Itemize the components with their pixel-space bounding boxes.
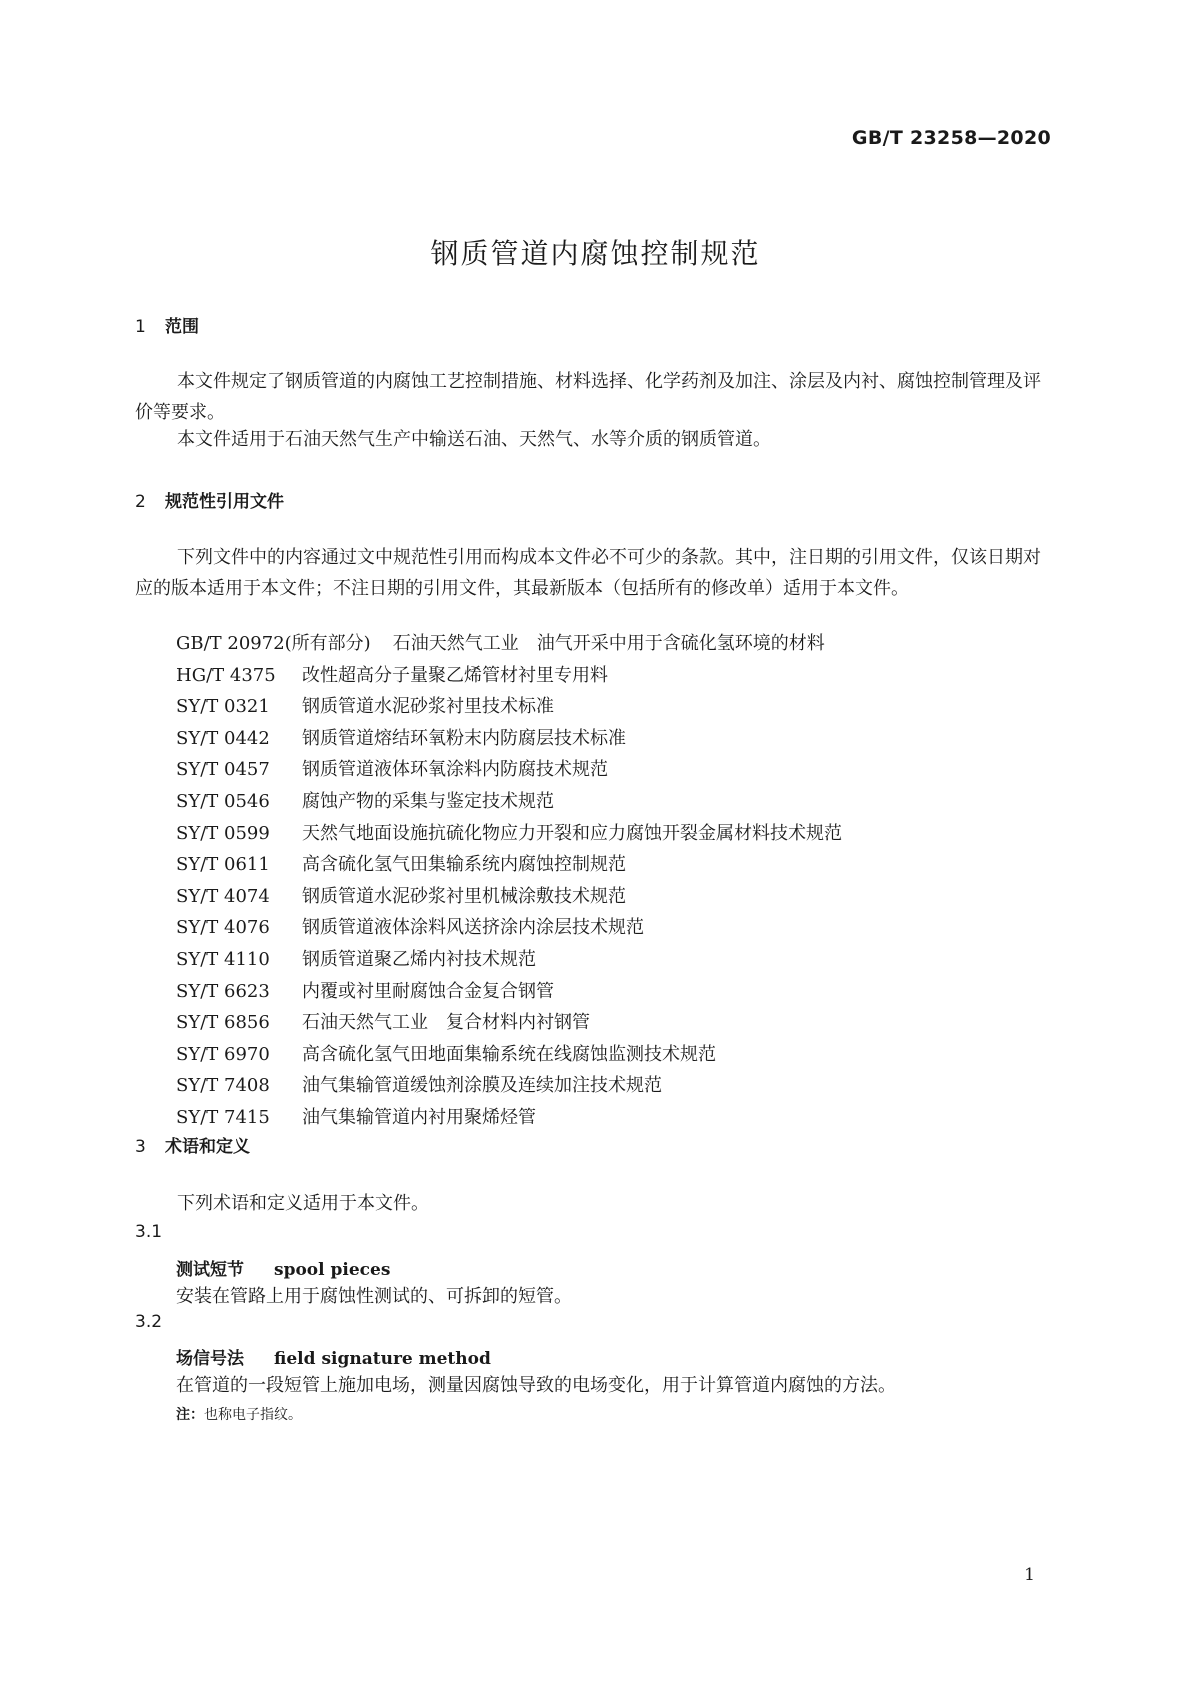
reference-code: SY/T 6623: [176, 980, 270, 1002]
standard-number: GB/T 23258—2020: [851, 127, 1051, 149]
section-title: 范围: [165, 317, 199, 337]
reference-item: [176, 628, 842, 660]
reference-item: [176, 976, 842, 1008]
scope-paragraph-2: 本文件适用于石油天然气生产中输送石油、天然气、水等介质的钢质管道。: [177, 429, 771, 450]
reference-title: 石油天然气工业 复合材料内衬钢管: [302, 1012, 590, 1034]
section-title: 规范性引用文件: [165, 492, 284, 512]
document-title: 钢质管道内腐蚀控制规范: [430, 237, 761, 270]
reference-item: [176, 723, 842, 755]
note-text: 也称电子指纹。: [204, 1407, 302, 1423]
section-heading-terms-definitions: [135, 1132, 250, 1157]
reference-item: [176, 881, 842, 913]
references-intro: 下列文件中的内容通过文中规范性引用而构成本文件必不可少的条款。其中，注日期的引用文件，仅该日期对应的版本适用于本文件；不注日期的引用文件，其最新版本（包括所有的修改单）适用于本文件。: [135, 547, 1041, 599]
reference-title: 天然气地面设施抗硫化物应力开裂和应力腐蚀开裂金属材料技术规范: [302, 822, 842, 844]
reference-title: 钢质管道液体环氧涂料内防腐技术规范: [302, 759, 608, 781]
reference-item: [176, 1039, 842, 1071]
term-english: spool pieces: [274, 1260, 391, 1280]
reference-code: SY/T 0321: [176, 696, 270, 718]
reference-code: SY/T 6970: [176, 1043, 270, 1065]
term-heading: [176, 1255, 390, 1280]
reference-title: 油气集输管道缓蚀剂涂膜及连续加注技术规范: [302, 1075, 662, 1097]
reference-title: 钢质管道水泥砂浆衬里技术标准: [302, 696, 554, 718]
terms-intro: 下列术语和定义适用于本文件。: [177, 1193, 429, 1214]
reference-code: GB/T 20972(所有部分): [176, 633, 371, 654]
reference-title: 改性超高分子量聚乙烯管材衬里专用料: [302, 664, 608, 686]
reference-code: SY/T 0442: [176, 727, 270, 749]
reference-item: [176, 786, 842, 818]
reference-item: [176, 1070, 842, 1102]
section-number: 2: [135, 492, 146, 512]
reference-code: SY/T 0546: [176, 790, 270, 812]
reference-item: [176, 912, 842, 944]
term-heading: [176, 1344, 491, 1369]
term-number: 3.2: [135, 1312, 163, 1332]
reference-title: 钢质管道液体涂料风送挤涂内涂层技术规范: [302, 917, 644, 939]
term-english: field signature method: [274, 1349, 491, 1369]
reference-code: SY/T 4110: [176, 948, 270, 970]
reference-code: SY/T 0599: [176, 822, 270, 844]
reference-code: SY/T 6856: [176, 1012, 270, 1034]
term-definition: 在管道的一段短管上施加电场，测量因腐蚀导致的电场变化，用于计算管道内腐蚀的方法。: [176, 1375, 896, 1396]
term-definition: 安装在管路上用于腐蚀性测试的、可拆卸的短管。: [176, 1286, 572, 1307]
reference-item: [176, 1007, 842, 1039]
term-chinese: 场信号法: [176, 1349, 244, 1369]
note-label: 注：: [176, 1407, 204, 1423]
reference-title: 油气集输管道内衬用聚烯烃管: [302, 1106, 536, 1128]
reference-title: 钢质管道熔结环氧粉末内防腐层技术标准: [302, 727, 626, 749]
reference-item: [176, 849, 842, 881]
section-heading-scope: [135, 312, 199, 337]
reference-title: 高含硫化氢气田地面集输系统在线腐蚀监测技术规范: [302, 1043, 716, 1065]
term-number: 3.1: [135, 1222, 163, 1242]
term-note: [176, 1404, 302, 1424]
section-heading-normative-references: [135, 487, 284, 512]
reference-code: SY/T 4074: [176, 885, 270, 907]
reference-code: SY/T 0457: [176, 759, 270, 781]
reference-title: 石油天然气工业 油气开采中用于含硫化氢环境的材料: [392, 633, 825, 654]
scope-paragraph-1: 本文件规定了钢质管道的内腐蚀工艺控制措施、材料选择、化学药剂及加注、涂层及内衬、腐蚀控制管理及评价等要求。: [135, 371, 1041, 423]
reference-item: [176, 754, 842, 786]
reference-title: 钢质管道聚乙烯内衬技术规范: [302, 948, 536, 970]
reference-title: 钢质管道水泥砂浆衬里机械涂敷技术规范: [302, 885, 626, 907]
reference-code: HG/T 4375: [176, 664, 276, 686]
reference-code: SY/T 0611: [176, 854, 270, 876]
reference-title: 内覆或衬里耐腐蚀合金复合钢管: [302, 980, 554, 1002]
reference-list: [176, 628, 842, 1134]
reference-title: 腐蚀产物的采集与鉴定技术规范: [302, 790, 554, 812]
reference-item: [176, 660, 842, 692]
reference-code: SY/T 7415: [176, 1106, 270, 1128]
page-number: 1: [1024, 1565, 1035, 1585]
reference-title: 高含硫化氢气田集输系统内腐蚀控制规范: [302, 854, 626, 876]
section-title: 术语和定义: [165, 1137, 250, 1157]
reference-code: SY/T 7408: [176, 1075, 270, 1097]
section-number: 1: [135, 317, 146, 337]
reference-item: [176, 818, 842, 850]
reference-item: [176, 944, 842, 976]
section-number: 3: [135, 1137, 146, 1157]
term-chinese: 测试短节: [176, 1260, 244, 1280]
reference-code: SY/T 4076: [176, 917, 270, 939]
reference-item: [176, 1102, 842, 1134]
reference-item: [176, 691, 842, 723]
